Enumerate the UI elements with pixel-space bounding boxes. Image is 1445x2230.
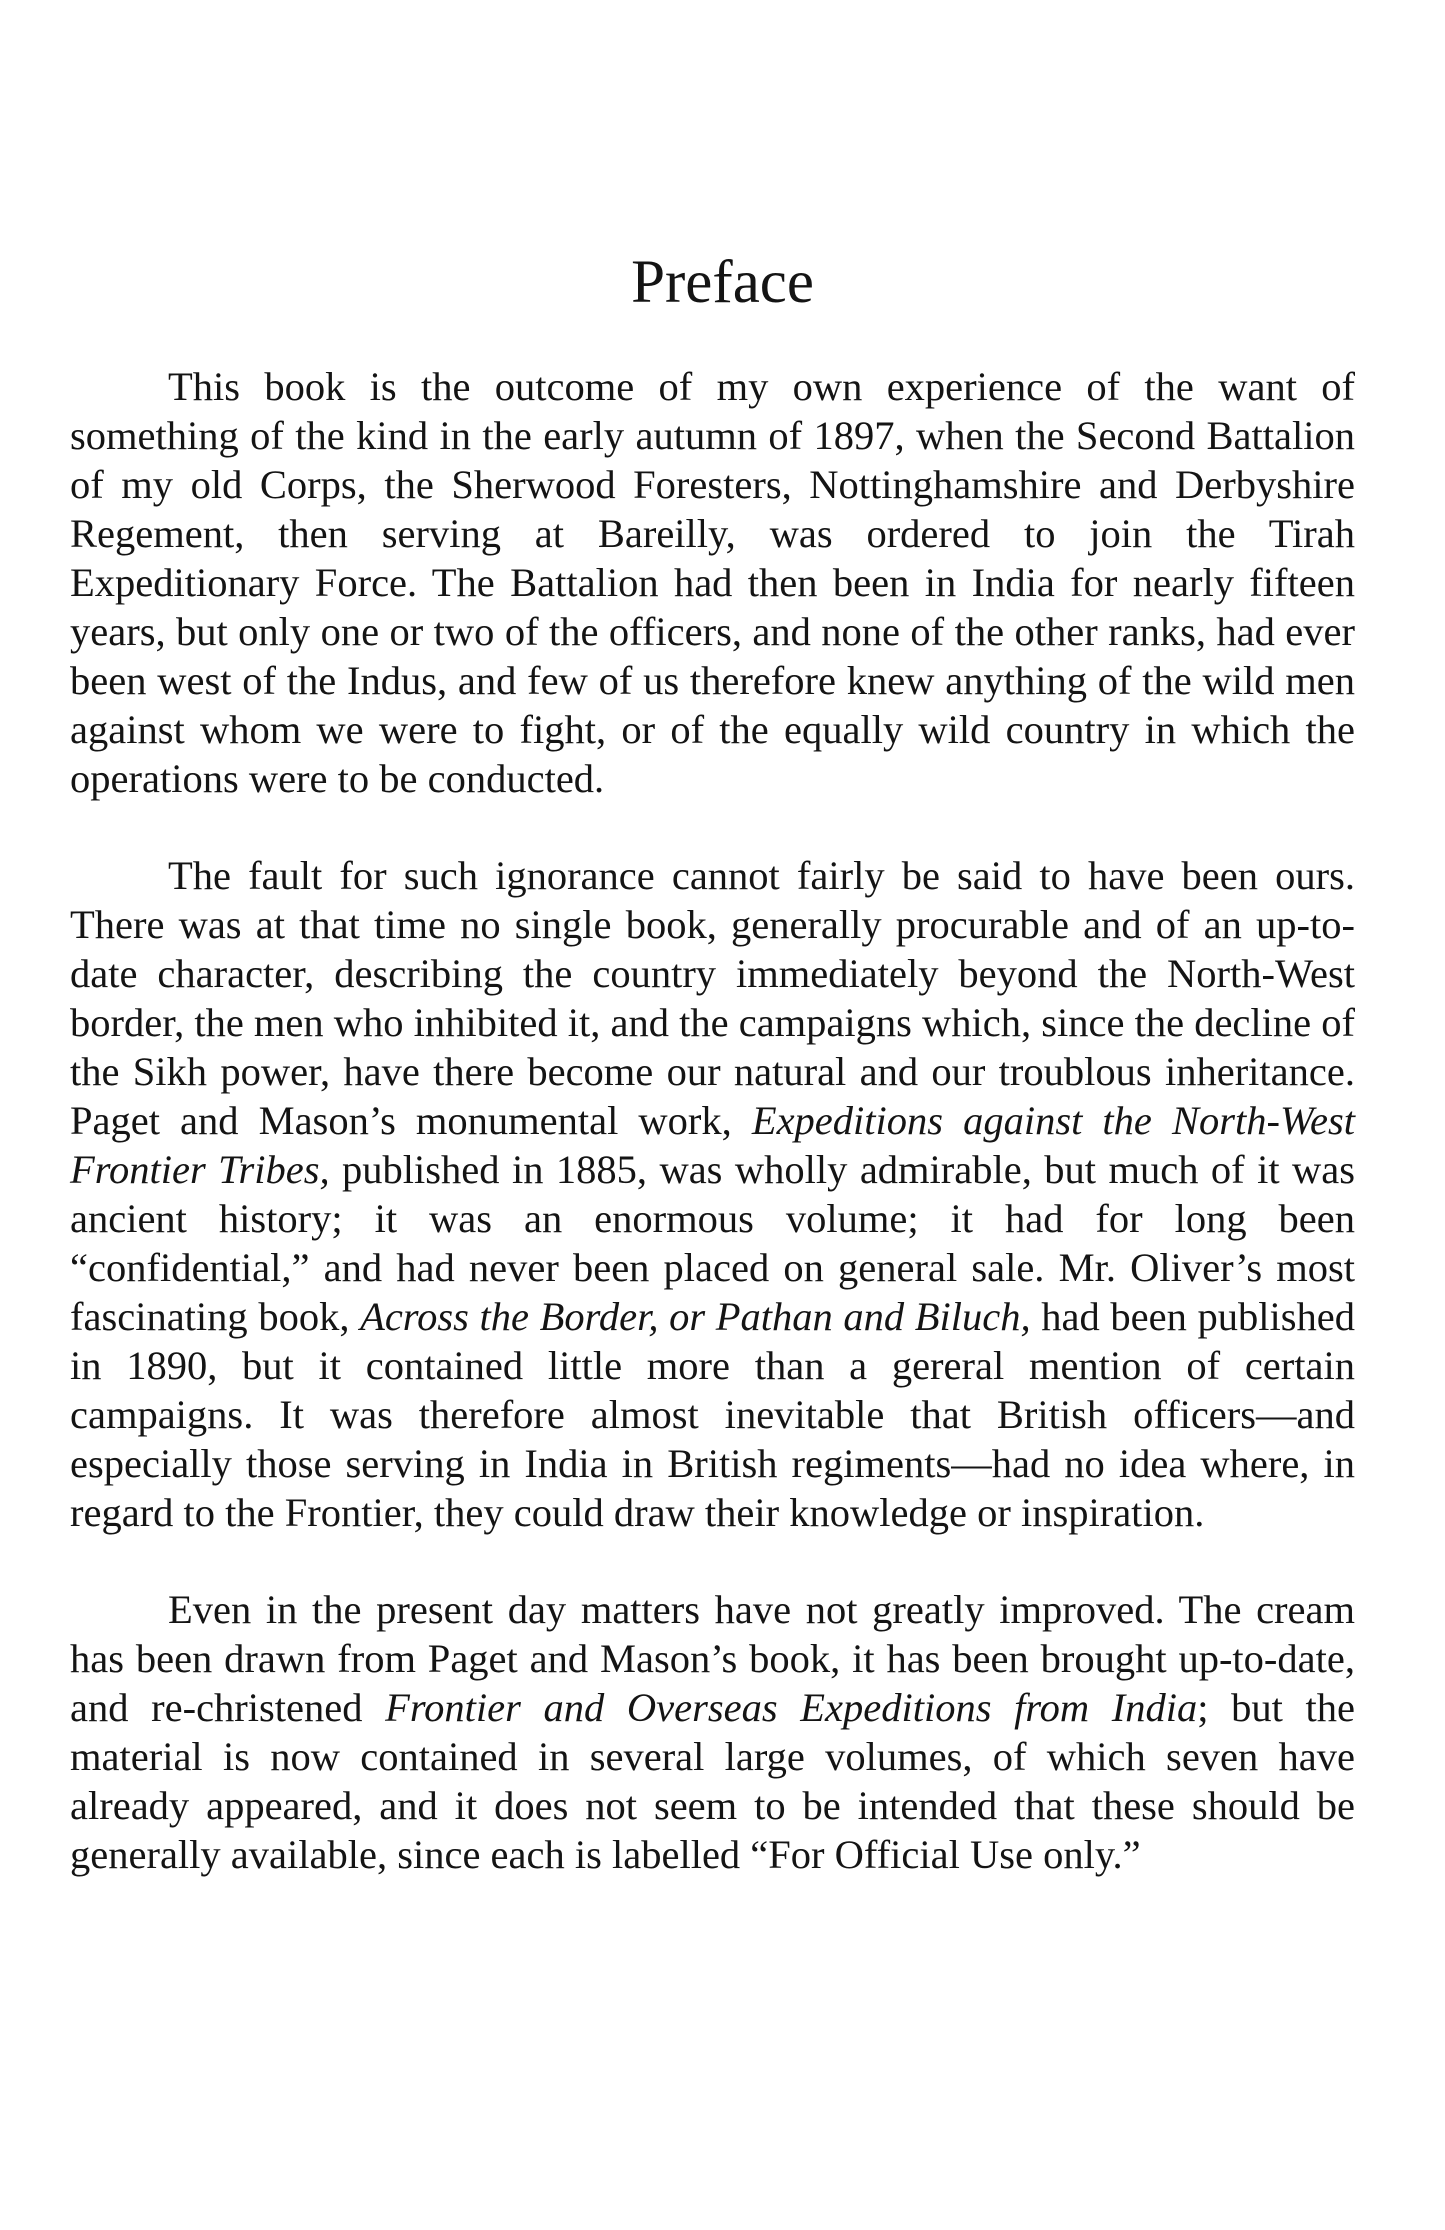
paragraph-text: Even in the present day matters have not greatly improved. The cream has been drawn from Paget and Mason’s book, it has been brought up-to-date, and re-christened [70,1587,1355,1730]
book-title-italic: Frontier and Overseas Expeditions from India [385,1685,1198,1730]
paragraph-text: ; but the material is now contained in several large volumes, of which seven have already appeared, and it does not seem to be intended that these should be generally available, since each is labelled “For Official Use only.” [70,1685,1356,1877]
book-title-italic: Expeditions against the North-West Frontier Tribes, [70,1098,1355,1192]
book-title-italic: Across the Border, or Pathan and Biluch, [360,1294,1031,1339]
paragraph-text: This book is the outcome of my own experience of the want of something of the kind in the early autumn of 1897, when the Second Battalion of my old Corps, the Sherwood Foresters, Nottinghamshire and Derbyshire Regement, then serving at Bareilly, was ordered to join the Tirah Expeditionary Force. The Battalion had then been in India for nearly fifteen years, but only one or two of the officers, and none of the other ranks, had ever been west of the Indus, and few of us therefore knew anything of the wild men against whom we were to fight, or of the equally wild country in which the operations were to be conducted. [70,364,1355,801]
page-title: Preface [631,249,814,316]
preface-body [70,362,1355,1927]
paragraph-2 [70,851,1355,1537]
paragraph-3 [70,1585,1355,1879]
paragraph-text: published in 1885, was wholly admirable, but much of it was ancient history; it was an enormous volume; it had for long been “confidential,” and had never been placed on general sale. Mr. Oliver’s most fascinating book, [70,1147,1355,1339]
paragraph-text: had been published in 1890, but it contained little more than a gereral mention of certain campaigns. It was therefore almost inevitable that British officers—and especially those serving in India in British regiments—had no idea where, in regard to the Frontier, they could draw their knowledge or inspiration. [70,1294,1355,1535]
paragraph-text: The fault for such ignorance cannot fairly be said to have been ours. There was at that time no single book, generally procurable and of an up-to-date character, describing the country immediately beyond the North-West border, the men who inhibited it, and the campaigns which, since the decline of the Sikh power, have there become our natural and our troublous inheritance. Paget and Mason’s monumental work, [70,853,1356,1143]
paragraph-1 [70,362,1355,803]
